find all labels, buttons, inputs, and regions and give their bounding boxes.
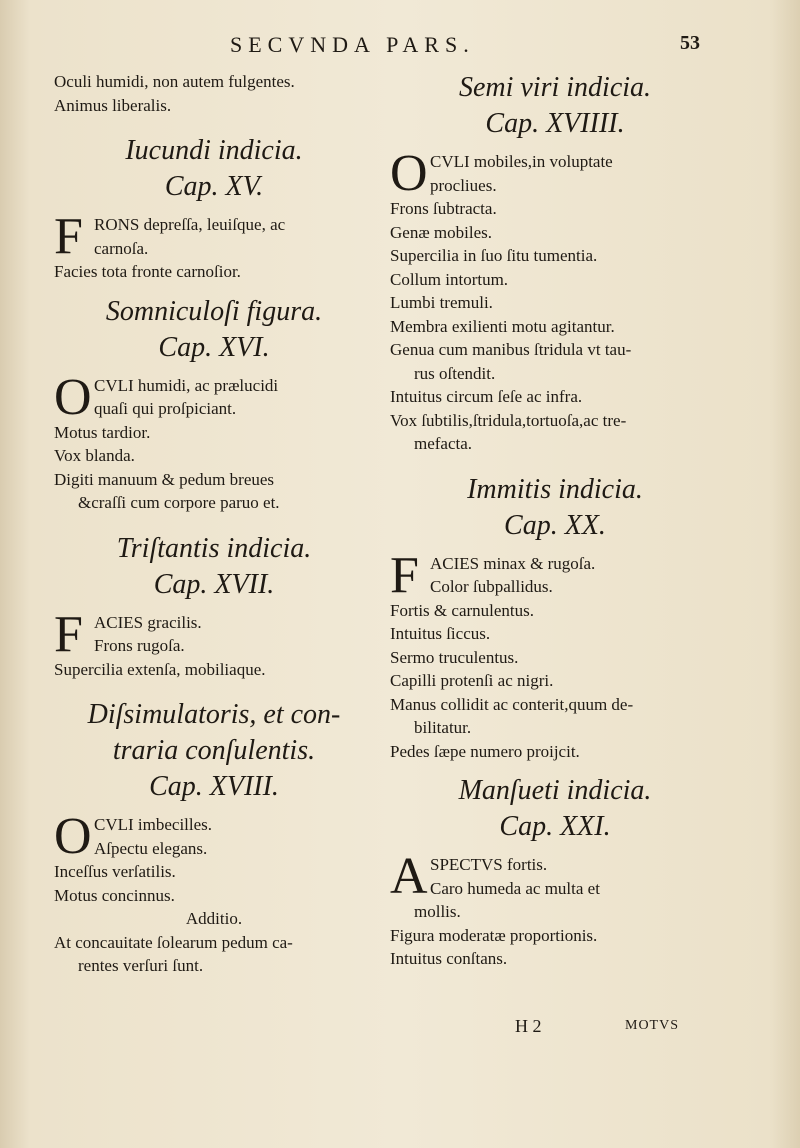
- text-line: Genæ mobiles.: [390, 222, 492, 242]
- text-line: Sermo truculentus.: [390, 647, 519, 667]
- text-line: Fortis & carnulentus.: [390, 600, 535, 620]
- initial-paragraph: [54, 605, 374, 663]
- chapter-number: Cap. XVIIII.: [485, 108, 625, 139]
- text-line: ACIES minax & rugoſa.: [430, 553, 596, 573]
- text-line: Vox ſubtilis,ſtridula,tortuoſa,ac tre-: [390, 410, 627, 430]
- text-line: Manus collidit ac conterit,quum de-: [390, 694, 634, 714]
- text-line: Collum intortum.: [390, 269, 509, 289]
- chapter-heading: traria conſulentis.: [112, 735, 316, 766]
- chapter-number: Cap. XV.: [164, 171, 264, 202]
- drop-cap: A: [390, 848, 428, 905]
- text-line: Intuitus ſiccus.: [390, 624, 491, 643]
- right-column: [390, 70, 720, 971]
- chapter-number: Cap. XVII.: [153, 568, 275, 600]
- text-line: carnoſa.: [94, 238, 149, 258]
- chapter-number: Cap. XVI.: [158, 331, 270, 363]
- text-line: quaſi qui proſpiciant.: [94, 399, 237, 418]
- text-line: Caro humeda ac multa et: [430, 878, 600, 898]
- chapter-heading: Immitis indicia.: [467, 473, 643, 505]
- text-line: Facies tota fronte carnoſior.: [54, 262, 241, 281]
- drop-cap: F: [390, 546, 419, 604]
- text-line: SPECTVS fortis.: [430, 855, 548, 874]
- text-line: &craſſi cum corpore paruo et.: [78, 493, 280, 512]
- text-line: Oculi humidi, non autem fulgentes.: [54, 72, 295, 91]
- drop-cap: O: [54, 368, 92, 426]
- chapter-heading: Semi viri indicia.: [458, 72, 652, 103]
- text-line: Vox blanda.: [54, 446, 135, 465]
- additio-label: Additio.: [185, 909, 243, 928]
- text-line: Animus liberalis.: [54, 95, 172, 115]
- text-line: CVLI humidi, ac prælucidi: [94, 375, 279, 395]
- text-line: RONS depreſſa, leuiſque, ac: [94, 215, 286, 234]
- initial-paragraph: [54, 808, 374, 865]
- text-line: Lumbi tremuli.: [390, 293, 493, 312]
- page-number: 53: [680, 32, 700, 54]
- page-footer: [0, 1016, 800, 1040]
- chapter-heading: Manſueti indicia.: [458, 775, 652, 806]
- chapter-number: Cap. XXI.: [499, 811, 611, 842]
- left-column: [54, 70, 374, 978]
- initial-paragraph: [54, 368, 374, 426]
- chapter-heading: Iucundi indicia.: [125, 135, 303, 166]
- text-line: Membra exilienti motu agitantur.: [390, 316, 615, 336]
- text-line: Digiti manuum & pedum breues: [54, 469, 275, 489]
- text-line: Supercilia extenſa, mobiliaque.: [54, 659, 266, 679]
- text-line: Aſpectu elegans.: [94, 838, 208, 858]
- signature-mark: H 2: [515, 1016, 542, 1036]
- text-line: Intuitus conſtans.: [390, 949, 508, 968]
- initial-paragraph: [54, 208, 374, 265]
- text-line: Capilli protenſi ac nigri.: [390, 671, 554, 690]
- chapter-number: Cap. XVIII.: [149, 771, 279, 802]
- text-line: mollis.: [414, 902, 461, 921]
- text-line: mefacta.: [414, 434, 473, 453]
- text-line: Color ſubpallidus.: [430, 577, 553, 596]
- text-line: CVLI imbecilles.: [94, 815, 213, 834]
- running-head-title: SECVNDA PARS.: [230, 32, 475, 57]
- chapter-number: Cap. XX.: [504, 509, 606, 541]
- initial-paragraph: [390, 546, 720, 604]
- text-line: At concauitate ſolearum pedum ca-: [54, 932, 293, 952]
- text-line: bilitatur.: [414, 718, 472, 737]
- chapter-heading: Somniculoſi figura.: [105, 295, 323, 327]
- text-line: rentes verſuri ſunt.: [78, 956, 204, 975]
- text-line: Figura moderatæ proportionis.: [390, 925, 598, 945]
- text-line: Frons ſubtracta.: [390, 199, 497, 218]
- drop-cap: F: [54, 208, 83, 265]
- text-line: rus oſtendit.: [414, 363, 496, 383]
- text-line: Frons rugoſa.: [94, 636, 185, 655]
- running-head: [0, 32, 800, 62]
- text-line: Motus tardior.: [54, 422, 151, 442]
- initial-paragraph: [390, 848, 720, 905]
- drop-cap: F: [54, 605, 83, 663]
- text-line: ACIES gracilis.: [94, 612, 202, 632]
- text-line: Inceſſus verſatilis.: [54, 862, 176, 881]
- text-line: Genua cum manibus ſtridula vt tau-: [390, 340, 632, 359]
- text-line: CVLI mobiles,in voluptate: [430, 152, 613, 171]
- chapter-heading: Diſsimulatoris, et con-: [87, 699, 341, 730]
- text-line: Supercilia in ſuo ſitu tumentia.: [390, 246, 598, 265]
- text-line: Intuitus circum ſeſe ac infra.: [390, 387, 583, 406]
- drop-cap: O: [390, 145, 428, 202]
- text-line: procliues.: [430, 175, 497, 195]
- text-line: Motus concinnus.: [54, 885, 175, 905]
- chapter-heading: Triſtantis indicia.: [116, 532, 312, 564]
- drop-cap: O: [54, 808, 92, 865]
- initial-paragraph: [390, 145, 720, 202]
- text-line: Pedes ſæpe numero proijcit.: [390, 741, 580, 761]
- catchword: MOTVS: [625, 1018, 680, 1033]
